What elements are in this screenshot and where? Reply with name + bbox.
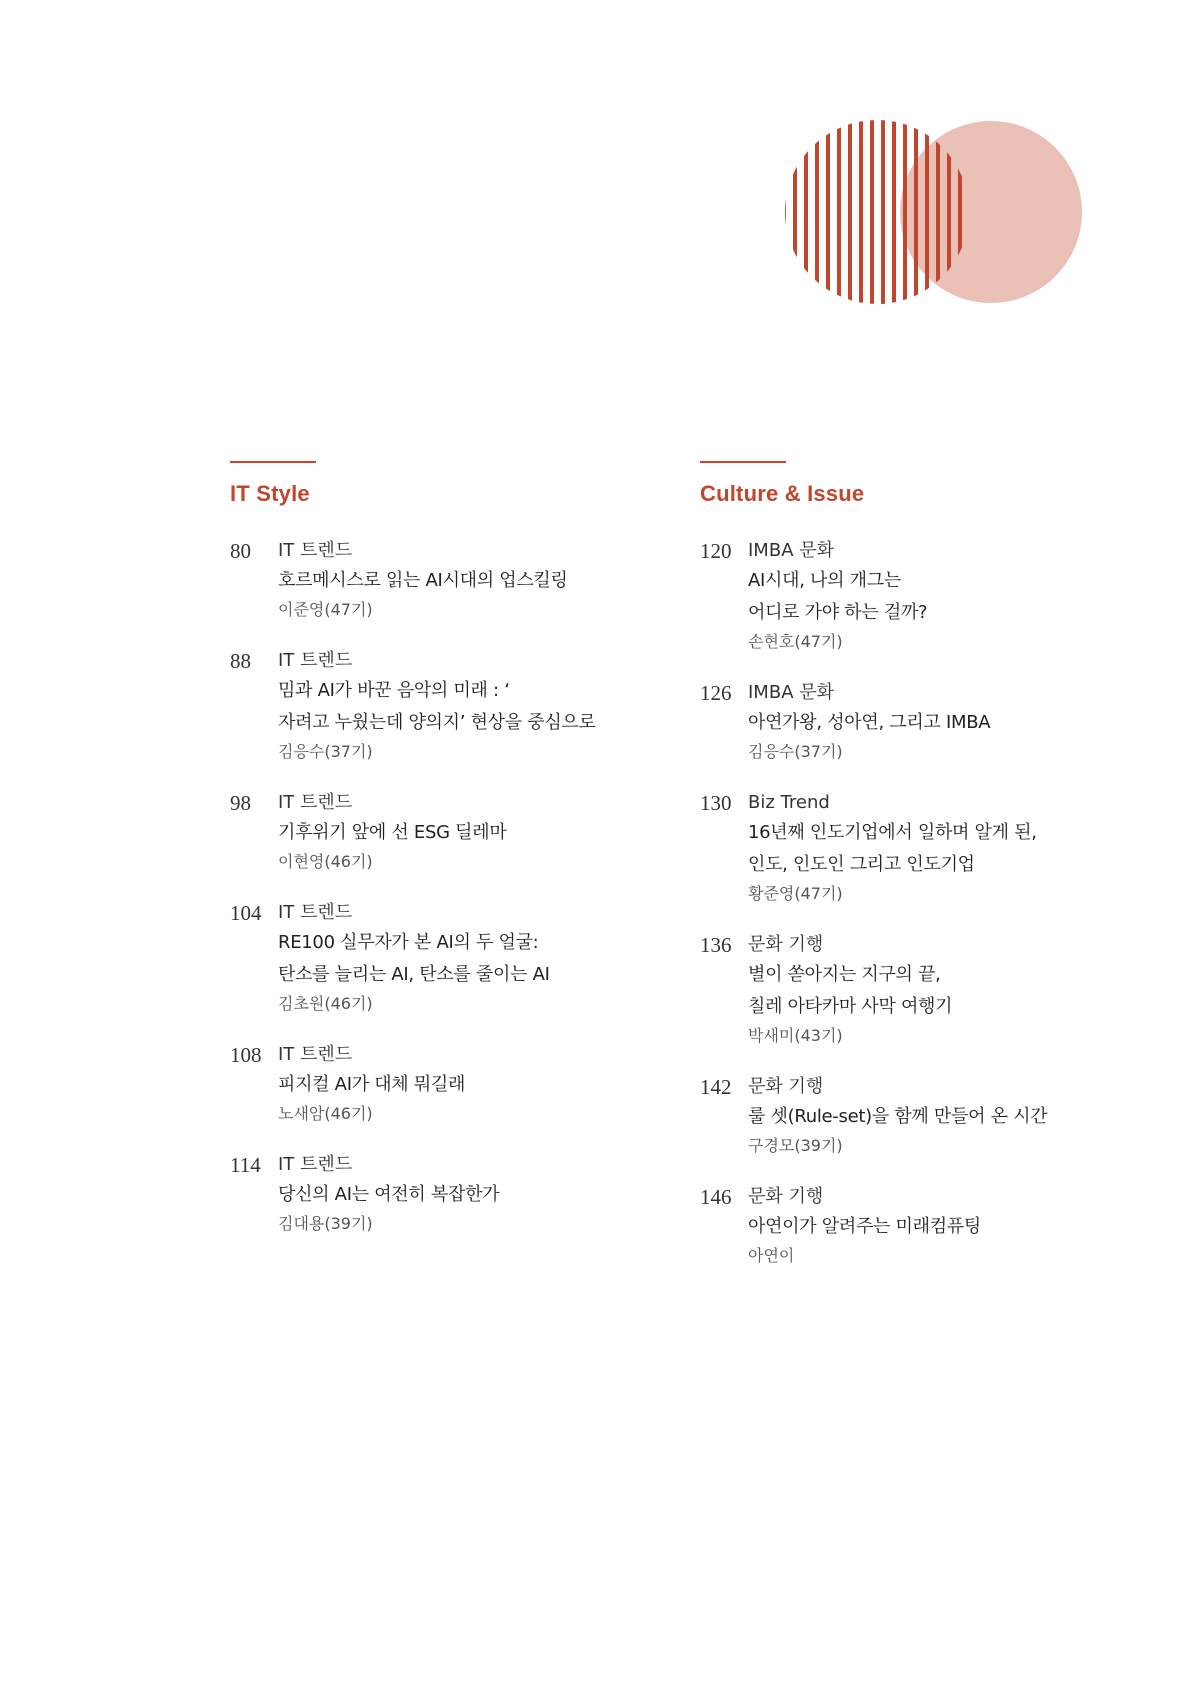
entry-author: 노새암(46기) bbox=[278, 1104, 373, 1123]
page-number: 80 bbox=[230, 539, 251, 563]
entry-author: 아연이 bbox=[748, 1246, 795, 1265]
stripe bbox=[804, 110, 808, 315]
entry-title-line: 인도, 인도인 그리고 인도기업 bbox=[748, 854, 975, 875]
entry-title-line: 호르메시스로 읽는 AI시대의 업스킬링 bbox=[278, 570, 568, 591]
entry-title-line: 아연이가 알려주는 미래컴퓨팅 bbox=[748, 1216, 981, 1237]
toc-entry[interactable] bbox=[700, 1183, 1120, 1269]
page-number: 136 bbox=[700, 933, 732, 957]
entry-author: 손현호(47기) bbox=[748, 632, 843, 651]
toc-entry[interactable] bbox=[700, 1073, 1120, 1159]
entry-category: IT 트렌드 bbox=[278, 792, 353, 813]
toc-entry[interactable] bbox=[230, 537, 650, 623]
entry-title-line: 16년째 인도기업에서 일하며 알게 된, bbox=[748, 822, 1037, 843]
stripe bbox=[837, 110, 841, 315]
page-number: 114 bbox=[230, 1153, 261, 1177]
entry-author: 황준영(47기) bbox=[748, 884, 843, 903]
entry-body bbox=[278, 647, 650, 765]
page-number: 126 bbox=[700, 681, 732, 705]
entry-title-line: 탄소를 늘리는 AI, 탄소를 줄이는 AI bbox=[278, 964, 550, 985]
page-number: 88 bbox=[230, 649, 251, 673]
entry-body bbox=[748, 679, 1120, 765]
section-title: Culture & Issue bbox=[700, 481, 865, 506]
toc-list bbox=[230, 537, 650, 1237]
entry-body bbox=[748, 931, 1120, 1049]
entry-body bbox=[278, 1151, 650, 1237]
it-style-section bbox=[230, 461, 650, 1261]
entry-category: 문화 기행 bbox=[748, 1076, 824, 1097]
entry-body bbox=[278, 537, 650, 623]
entry-author: 이현영(46기) bbox=[278, 852, 373, 871]
entry-category: IMBA 문화 bbox=[748, 682, 834, 703]
entry-body bbox=[748, 1073, 1120, 1159]
stripe bbox=[815, 110, 819, 315]
entry-body bbox=[278, 899, 650, 1017]
entry-author: 김응수(37기) bbox=[278, 742, 373, 761]
toc-entry[interactable] bbox=[230, 1151, 650, 1237]
toc-entry[interactable] bbox=[230, 647, 650, 765]
page-number: 98 bbox=[230, 791, 251, 815]
entry-title-line: AI시대, 나의 개그는 bbox=[748, 570, 901, 591]
page-number: 104 bbox=[230, 901, 262, 925]
entry-title-line: 피지컬 AI가 대체 뭐길래 bbox=[278, 1074, 466, 1095]
stripe bbox=[925, 110, 929, 315]
entry-category: IT 트렌드 bbox=[278, 902, 353, 923]
entry-title-line: 밈과 AI가 바꾼 음악의 미래 : ‘ bbox=[278, 680, 510, 701]
entry-title-line: 별이 쏟아지는 지구의 끝, bbox=[748, 964, 941, 985]
toc-entry[interactable] bbox=[700, 931, 1120, 1049]
entry-body bbox=[748, 537, 1120, 655]
stripe bbox=[782, 110, 786, 315]
stripe bbox=[892, 110, 896, 315]
page-number: 146 bbox=[700, 1185, 732, 1209]
entry-title-line: 당신의 AI는 여전히 복잡한가 bbox=[278, 1184, 500, 1205]
page-number: 120 bbox=[700, 539, 732, 563]
stripe bbox=[859, 110, 863, 315]
entry-body bbox=[748, 789, 1120, 907]
entry-title-line: 룰 셋(Rule-set)을 함께 만들어 온 시간 bbox=[748, 1106, 1048, 1127]
toc-entry[interactable] bbox=[700, 537, 1120, 655]
stripe bbox=[793, 110, 797, 315]
entry-title-line: 자려고 누웠는데 양의지’ 현상을 중심으로 bbox=[278, 712, 596, 733]
stripe bbox=[914, 110, 918, 315]
entry-author: 김대용(39기) bbox=[278, 1214, 373, 1233]
entry-category: Biz Trend bbox=[748, 792, 830, 813]
toc-entry[interactable] bbox=[700, 679, 1120, 765]
entry-category: IT 트렌드 bbox=[278, 650, 353, 671]
entry-author: 구경모(39기) bbox=[748, 1136, 843, 1155]
toc-entry[interactable] bbox=[230, 789, 650, 875]
entry-title-line: 어디로 가야 하는 걸까? bbox=[748, 602, 928, 623]
entry-category: IT 트렌드 bbox=[278, 1154, 353, 1175]
section-title: IT Style bbox=[230, 481, 310, 506]
culture-issue-section bbox=[700, 461, 1120, 1293]
entry-category: 문화 기행 bbox=[748, 1186, 824, 1207]
entry-title-line: 아연가왕, 성아연, 그리고 IMBA bbox=[748, 712, 991, 733]
entry-category: IMBA 문화 bbox=[748, 540, 834, 561]
entry-title-line: 기후위기 앞에 선 ESG 딜레마 bbox=[278, 822, 507, 843]
stripe bbox=[848, 110, 852, 315]
entry-author: 김초원(46기) bbox=[278, 994, 373, 1013]
toc-entry[interactable] bbox=[700, 789, 1120, 907]
entry-author: 김응수(37기) bbox=[748, 742, 843, 761]
stripe bbox=[870, 110, 874, 315]
entry-author: 이준영(47기) bbox=[278, 600, 373, 619]
decorative-circles-graphic bbox=[0, 0, 1200, 340]
toc-entry[interactable] bbox=[230, 899, 650, 1017]
entry-category: IT 트렌드 bbox=[278, 1044, 353, 1065]
toc-entry[interactable] bbox=[230, 1041, 650, 1127]
page-number: 130 bbox=[700, 791, 732, 815]
entry-body bbox=[748, 1183, 1120, 1269]
toc-list bbox=[700, 537, 1120, 1269]
stripe bbox=[903, 110, 907, 315]
stripe bbox=[826, 110, 830, 315]
entry-title-line: RE100 실무자가 본 AI의 두 얼굴: bbox=[278, 932, 539, 953]
entry-author: 박새미(43기) bbox=[748, 1026, 843, 1045]
entry-category: IT 트렌드 bbox=[278, 540, 353, 561]
page-number: 142 bbox=[700, 1075, 732, 1099]
entry-body bbox=[278, 789, 650, 875]
section-rule bbox=[700, 461, 786, 463]
page-number: 108 bbox=[230, 1043, 262, 1067]
stripe bbox=[881, 110, 885, 315]
entry-title-line: 칠레 아타카마 사막 여행기 bbox=[748, 996, 953, 1017]
entry-body bbox=[278, 1041, 650, 1127]
section-rule bbox=[230, 461, 316, 463]
entry-category: 문화 기행 bbox=[748, 934, 824, 955]
